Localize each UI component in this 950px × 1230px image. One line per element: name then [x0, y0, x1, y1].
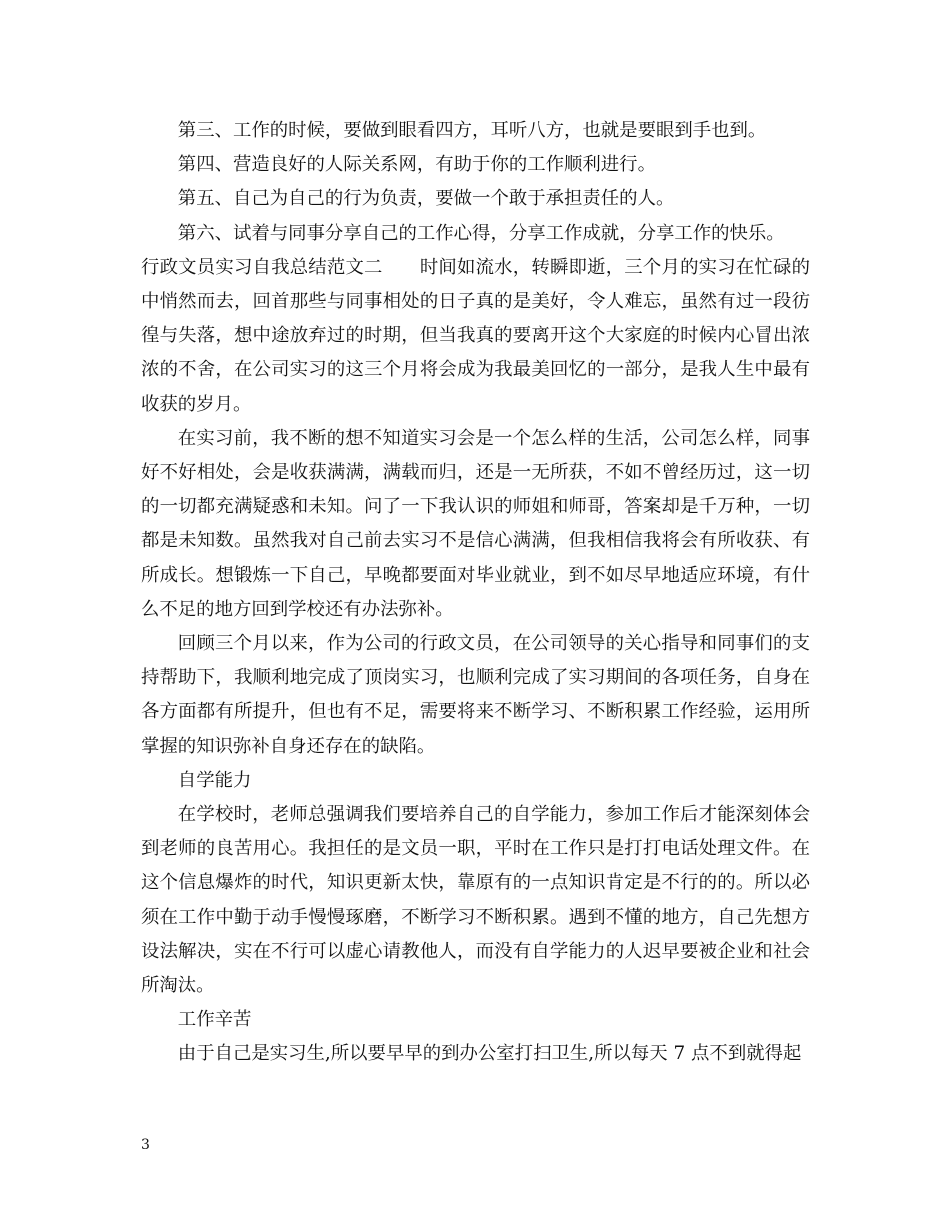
paragraph-self-learning: 在学校时，老师总强调我们要培养自己的自学能力，参加工作后才能深刻体会到老师的良苦用心。我担任的是文员一职，平时在工作只是打打电话处理文件。在这个信息爆炸的时代，知识更新太快，靠原有的一点知识肯定是不行的的。所以必须在工作中勤于动手慢慢琢磨，不断学习不断积累。遇到不懂的地方，自己先想方设法解决，实在不行可以虚心请教他人，而没有自学能力的人迟早要被企业和社会所淘汰。 [141, 804, 810, 997]
section-heading-hard-work: 工作辛苦 [177, 1009, 252, 1031]
paragraph-hard-work: 由于自己是实习生,所以要早早的到办公室打扫卫生,所以每天 7 点不到就得起 [177, 1043, 802, 1065]
paragraph-review: 回顾三个月以来，作为公司的行政文员，在公司领导的关心指导和同事们的支持帮助下，我顺利地完成了顶岗实习，也顺利完成了实习期间的各项任务，自身在各方面都有所提升，但也有不足，需要将来不断学习、不断积累工作经验，运用所掌握的知识弥补自身还存在的缺陷。 [141, 633, 810, 757]
paragraph-third-point: 第三、工作的时候，要做到眼看四方，耳听八方，也就是要眼到手也到。 [177, 120, 767, 141]
paragraph-before-internship: 在实习前，我不断的想不知道实习会是一个怎么样的生活，公司怎么样，同事好不好相处，会是收获满满，满载而归，还是一无所获，不如不曾经历过，这一切的一切都充满疑惑和未知。问了一下我认识的师姐和师哥，答案却是千万种，一切都是未知数。虽然我对自己前去实习不是信心满满，但我相信我将会有所收获、有所成长。想锻炼一下自己，早晚都要面对毕业就业，到不如尽早地适应环境，有什么不足的地方回到学校还有办法弥补。 [141, 427, 810, 620]
section-heading-self-learning: 自学能力 [177, 769, 252, 791]
paragraph-fifth-point: 第五、自己为自己的行为负责，要做一个敢于承担责任的人。 [177, 188, 675, 210]
page-number: 3 [141, 1137, 150, 1153]
paragraph-fourth-point: 第四、营造良好的人际关系网，有助于你的工作顺利进行。 [177, 154, 656, 176]
paragraph-summary-title-and-intro: 行政文员实习自我总结范文二 时间如流水，转瞬即逝，三个月的实习在忙碌的中悄然而去，回首那些与同事相处的日子真的是美好，令人难忘，虽然有过一段彷徨与失落，想中途放弃过的时期，但当我真的要离开这个大家庭的时候内心冒出浓浓的不舍，在公司实习的这三个月将会成为我最美回忆的一部分，是我人生中最有收获的岁月。 [141, 256, 810, 415]
paragraph-sixth-point: 第六、试着与同事分享自己的工作心得，分享工作成就，分享工作的快乐。 [177, 222, 785, 244]
document-body [141, 114, 810, 1072]
